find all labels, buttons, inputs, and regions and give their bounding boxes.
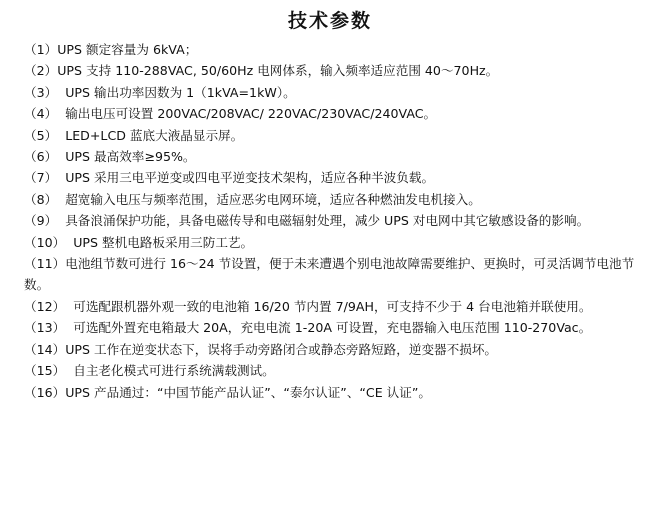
spec-text: UPS 采用三电平逆变或四电平逆变技术架构，适应各种半波负载。 (65, 170, 435, 186)
spec-number: （12） (24, 298, 66, 314)
spec-number: （14） (24, 341, 66, 357)
spec-text: 自主老化模式可进行系统满载测试。 (73, 363, 275, 379)
spec-text: UPS 最高效率≥95%。 (65, 149, 196, 165)
spec-text: UPS 支持 110-288VAC, 50/60Hz 电网体系，输入频率适应范围 40～70Hz。 (57, 63, 499, 79)
spec-number: （5） (24, 127, 58, 143)
spec-number: （15） (24, 363, 66, 379)
spec-number: （8） (24, 191, 58, 207)
spec-text: 输出电压可设置 200VAC/208VAC/ 220VAC/230VAC/240VAC。 (65, 106, 437, 122)
spec-item-7 (24, 167, 636, 188)
spec-item-1 (24, 39, 636, 60)
spec-item-15 (24, 360, 636, 381)
spec-item-12 (24, 296, 636, 317)
spec-text: 具备浪涌保护功能，具备电磁传导和电磁辐射处理，减少 UPS 对电网中其它敏感设备的影响。 (65, 213, 590, 229)
spec-number: （13） (24, 320, 66, 336)
spec-item-8 (24, 189, 636, 210)
spec-text: UPS 产品通过：“中国节能产品认证”、“泰尔认证”、“CE 认证”。 (65, 384, 431, 400)
spec-number: （4） (24, 106, 58, 122)
spec-item-3 (24, 82, 636, 103)
spec-item-11 (24, 253, 636, 296)
spec-item-2 (24, 60, 636, 81)
spec-number: （6） (24, 149, 58, 165)
spec-item-9 (24, 210, 636, 231)
spec-number: （3） (24, 84, 58, 100)
spec-text: UPS 整机电路板采用三防工艺。 (73, 234, 254, 250)
spec-number: （1） (24, 42, 58, 57)
page-title: 技术参数 (287, 10, 372, 32)
spec-item-16 (24, 382, 636, 403)
spec-item-13 (24, 317, 636, 338)
spec-number: （2） (24, 63, 58, 79)
spec-item-6 (24, 146, 636, 167)
spec-text: 电池组节数可进行 16～24 节设置，便于未来遭遇个别电池故障需要维护、更换时，可灵活调节电池节数。 (24, 256, 635, 293)
spec-text: 超宽输入电压与频率范围，适应恶劣电网环境，适应各种燃油发电机接入。 (65, 191, 481, 207)
spec-text: 可选配外置充电箱最大 20A，充电电流 1-20A 可设置，充电器输入电压范围 110-270Vac。 (73, 320, 592, 336)
spec-text: 可选配跟机器外观一致的电池箱 16/20 节内置 7/9AH，可支持不少于 4 台电池箱并联使用。 (73, 298, 592, 314)
spec-text: UPS 工作在逆变状态下，误将手动旁路闭合或静态旁路短路，逆变器不损坏。 (65, 341, 498, 357)
spec-text: UPS 额定容量为 6kVA； (57, 42, 198, 57)
spec-number: （16） (24, 384, 66, 400)
spec-number: （7） (24, 170, 58, 186)
spec-item-10 (24, 232, 636, 253)
spec-text: LED+LCD 蓝底大液晶显示屏。 (65, 127, 244, 143)
spec-item-5 (24, 125, 636, 146)
spec-number: （11） (24, 256, 66, 272)
spec-item-4 (24, 103, 636, 124)
spec-item-14 (24, 339, 636, 360)
spec-list (24, 39, 636, 403)
spec-number: （10） (24, 234, 66, 250)
spec-text: UPS 输出功率因数为 1（1kVA=1kW）。 (65, 84, 296, 100)
spec-number: （9） (24, 213, 58, 229)
